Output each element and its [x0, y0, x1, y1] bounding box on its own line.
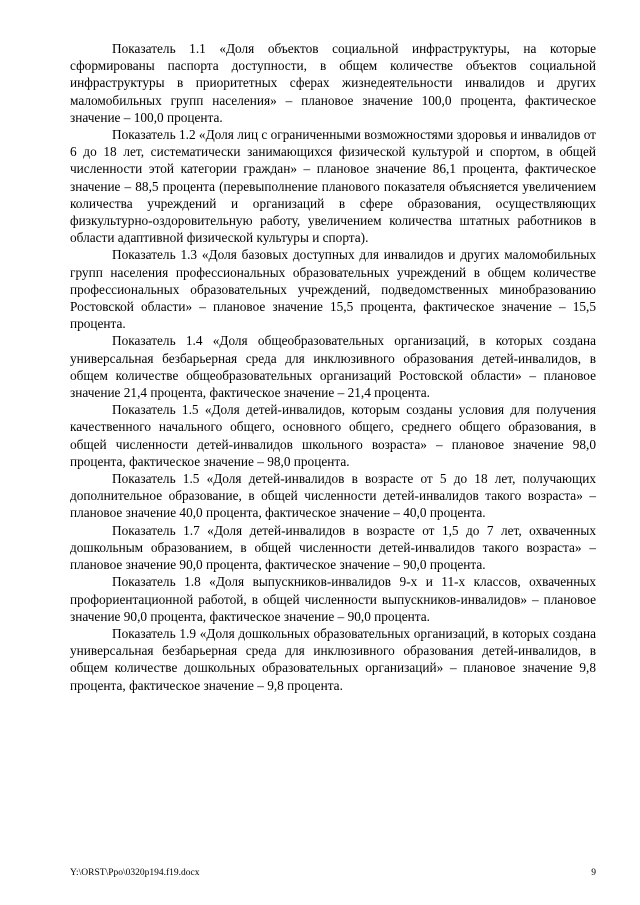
document-body — [70, 40, 596, 694]
footer-page-number: 9 — [591, 868, 596, 878]
paragraph-indicator-1-9: Показатель 1.9 «Доля дошкольных образовательных организаций, в которых создана универсальная безбарьерная среда для инклюзивного образования детей-инвалидов, в общем количестве дошкольных образовательных организаций» – плановое значение 9,8 процента, фактическое значение – 9,8 процента. — [70, 625, 596, 693]
paragraph-indicator-1-2: Показатель 1.2 «Доля лиц с ограниченными возможностями здоровья и инвалидов от 6 до 18 лет, систематически занимающихся физической культурой и спортом, в общей численности этой категории граждан» – плановое значение 86,1 процента, фактическое значение – 88,5 процента (перевыполнение планового показателя объясняется увеличением количества учреждений и организаций в сфере образования, осуществляющих физкультурно-оздоровительную работу, увеличением количества штатных работников в области адаптивной физической культуры и спорта). — [70, 127, 596, 246]
paragraph-indicator-1-8: Показатель 1.8 «Доля выпускников-инвалидов 9-х и 11-х классов, охваченных профориентационной работой, в общей численности выпускников-инвалидов» – плановое значение 90,0 процента, фактическое значение – 90,0 процента. — [70, 574, 596, 624]
paragraph-indicator-1-5: Показатель 1.5 «Доля детей-инвалидов, которым созданы условия для получения качественного начального общего, основного общего, среднего общего образования, в общей численности детей-инвалидов школьного возраста» – плановое значение 98,0 процента, фактическое значение – 98,0 процента. — [70, 402, 596, 469]
footer-file-path: Y:\ORST\Ppo\0320p194.f19.docx — [70, 868, 200, 878]
paragraph-indicator-1-7: Показатель 1.7 «Доля детей-инвалидов в возрасте от 1,5 до 7 лет, охваченных дошкольным образованием, в общей численности детей-инвалидов такого возраста» – плановое значение 90,0 процента, фактическое значение – 90,0 процента. — [70, 522, 596, 573]
paragraph-indicator-1-1: Показатель 1.1 «Доля объектов социальной инфраструктуры, на которые сформированы паспорта доступности, в общем количестве объектов социальной инфраструктуры в приоритетных сферах жизнедеятельности инвалидов и других маломобильных групп населения» – плановое значение 100,0 процента, фактическое значение – 100,0 процента. — [70, 41, 596, 125]
page-footer — [70, 868, 596, 878]
paragraph-indicator-1-4: Показатель 1.4 «Доля общеобразовательных организаций, в которых создана универсальная безбарьерная среда для инклюзивного образования детей-инвалидов, в общем количестве общеобразовательных организаций Ростовской области» – плановое значение 21,4 процента, фактическое значение – 21,4 процента. — [70, 333, 596, 401]
paragraph-indicator-1-3: Показатель 1.3 «Доля базовых доступных для инвалидов и других маломобильных групп населения профессиональных образовательных учреждений в общем количестве профессиональных образовательных учреждений, подведомственных минобразованию Ростовской области» – плановое значение 15,5 процента, фактическое значение – 15,5 процента. — [70, 247, 596, 332]
paragraph-indicator-1-5b: Показатель 1.5 «Доля детей-инвалидов в возрасте от 5 до 18 лет, получающих дополнительное образование, в общей численности детей-инвалидов такого возраста» – плановое значение 40,0 процента, фактическое значение – 40,0 процента. — [70, 471, 596, 521]
